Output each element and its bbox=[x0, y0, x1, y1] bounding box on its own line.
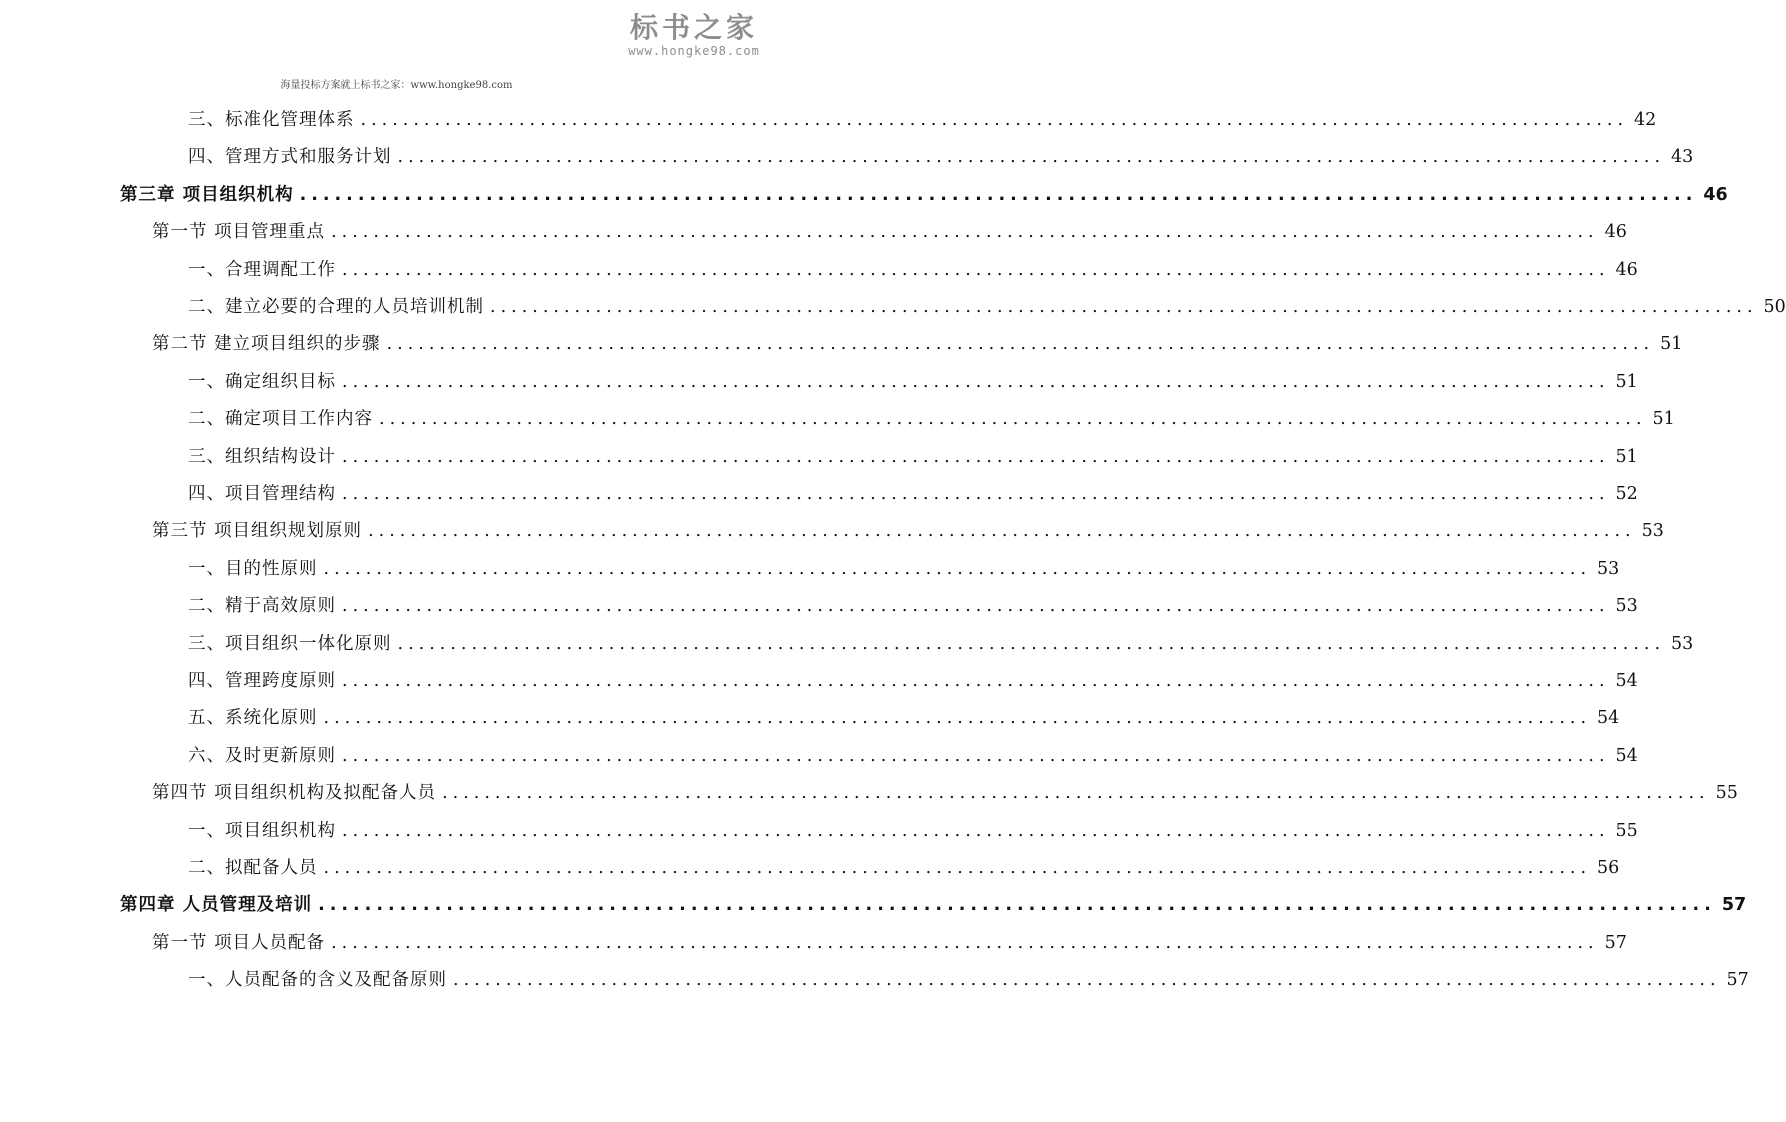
toc-entry-page: 51 bbox=[1660, 334, 1683, 355]
toc-leader-dots: ........................................................................................................................ bbox=[323, 858, 1592, 878]
toc-entry-page: 54 bbox=[1615, 671, 1638, 691]
toc-entry bbox=[188, 480, 1638, 508]
toc-entry-page: 42 bbox=[1634, 110, 1657, 130]
toc-entry bbox=[188, 854, 1620, 882]
toc-entry-title: 第一节 项目管理重点 bbox=[152, 222, 326, 243]
toc-entry-title: 第一节 项目人员配备 bbox=[152, 932, 326, 953]
toc-entry-title: 二、建立必要的合理的人员培训机制 bbox=[188, 297, 484, 317]
toc-entry-page: 51 bbox=[1615, 371, 1638, 392]
toc-entry-page: 46 bbox=[1604, 222, 1627, 243]
toc-entry-title: 三、组织结构设计 bbox=[188, 446, 336, 467]
toc-entry bbox=[188, 368, 1638, 396]
toc-leader-dots: ........................................................................................................................ bbox=[360, 110, 1629, 130]
toc-leader-dots: ........................................................................................................................ bbox=[331, 932, 1599, 953]
toc-entry-page: 54 bbox=[1615, 745, 1638, 766]
toc-entry-page: 52 bbox=[1615, 484, 1638, 504]
toc-entry-page: 57 bbox=[1726, 970, 1749, 991]
toc-entry-page: 53 bbox=[1615, 596, 1638, 617]
toc-entry-title: 第二节 建立项目组织的步骤 bbox=[152, 334, 381, 355]
toc-leader-dots: ........................................................................................................................ bbox=[342, 745, 1610, 766]
toc-leader-dots: ........................................................................................................................ bbox=[299, 184, 1698, 205]
toc-entry-page: 51 bbox=[1652, 409, 1675, 430]
toc-entry bbox=[188, 106, 1657, 134]
toc-entry-title: 第四节 项目组织机构及拟配备人员 bbox=[152, 783, 437, 804]
toc-leader-dots: ........................................................................................................................ bbox=[442, 783, 1710, 804]
toc-entry bbox=[188, 667, 1638, 695]
toc-entry bbox=[188, 704, 1620, 732]
toc-entry-title: 第三节 项目组织规划原则 bbox=[152, 521, 363, 542]
toc-entry-title: 一、确定组织目标 bbox=[188, 371, 336, 392]
logo-title: 标书之家 bbox=[629, 11, 758, 44]
toc-leader-dots: ........................................................................................................................ bbox=[342, 259, 1610, 280]
toc-entry-title: 第四章 人员管理及培训 bbox=[120, 895, 313, 916]
toc-entry-page: 56 bbox=[1597, 858, 1620, 878]
toc-entry-title: 三、项目组织一体化原则 bbox=[188, 633, 392, 654]
toc-entry bbox=[188, 592, 1638, 620]
toc-entry-page: 57 bbox=[1721, 895, 1747, 916]
toc-entry-title: 五、系统化原则 bbox=[188, 708, 318, 729]
header-note: 海量投标方案就上标书之家：www.hongke98.com bbox=[280, 80, 513, 91]
toc-entry-title: 一、项目组织机构 bbox=[188, 820, 336, 841]
toc-entry bbox=[152, 218, 1627, 246]
toc-leader-dots: ........................................................................................................................ bbox=[386, 334, 1655, 355]
toc-entry bbox=[152, 517, 1664, 545]
toc-entry bbox=[188, 256, 1638, 284]
toc-entry-page: 53 bbox=[1597, 558, 1620, 579]
toc-leader-dots: ........................................................................................................................ bbox=[342, 446, 1610, 467]
toc-entry-page: 53 bbox=[1671, 633, 1694, 654]
toc-entry bbox=[152, 929, 1627, 957]
toc-entry-title: 二、精于高效原则 bbox=[188, 596, 336, 617]
toc-entry bbox=[188, 817, 1638, 845]
toc-entry bbox=[188, 143, 1694, 171]
toc-leader-dots: ........................................................................................................................ bbox=[318, 895, 1716, 916]
toc-entry-page: 54 bbox=[1597, 708, 1620, 729]
toc-entry bbox=[152, 779, 1738, 807]
toc-entry-title: 二、拟配备人员 bbox=[188, 858, 318, 878]
toc-leader-dots: ........................................................................................................................ bbox=[368, 521, 1636, 542]
toc-entry bbox=[120, 891, 1747, 919]
toc-entry-title: 二、确定项目工作内容 bbox=[188, 409, 373, 430]
toc-entry-page: 55 bbox=[1715, 783, 1738, 804]
toc-entry-page: 55 bbox=[1615, 820, 1638, 841]
toc-leader-dots: ........................................................................................................................ bbox=[490, 297, 1758, 317]
toc-entry bbox=[152, 330, 1683, 358]
toc-entry-page: 57 bbox=[1604, 932, 1627, 953]
toc-entry bbox=[188, 405, 1675, 433]
toc-entry bbox=[188, 293, 1786, 321]
toc-entry bbox=[188, 966, 1749, 994]
toc-leader-dots: ........................................................................................................................ bbox=[342, 820, 1610, 841]
toc-entry-title: 四、管理跨度原则 bbox=[188, 671, 336, 691]
toc-leader-dots: ........................................................................................................................ bbox=[379, 409, 1647, 430]
toc-entry-page: 46 bbox=[1615, 259, 1638, 280]
toc-entry-title: 一、合理调配工作 bbox=[188, 259, 336, 280]
toc-leader-dots: ........................................................................................................................ bbox=[323, 558, 1592, 579]
toc-leader-dots: ........................................................................................................................ bbox=[397, 147, 1666, 168]
toc-entry-page: 46 bbox=[1703, 184, 1728, 205]
toc-entry-title: 六、及时更新原则 bbox=[188, 745, 336, 766]
toc-entry-title: 四、管理方式和服务计划 bbox=[188, 147, 392, 168]
toc-leader-dots: ........................................................................................................................ bbox=[342, 484, 1610, 504]
toc-entry-title: 三、标准化管理体系 bbox=[188, 110, 355, 130]
toc-entry bbox=[188, 555, 1620, 583]
logo-url: www.hongke98.com bbox=[628, 44, 760, 58]
toc-entry-page: 43 bbox=[1671, 147, 1694, 168]
toc-entry-page: 50 bbox=[1763, 297, 1786, 317]
toc-entry-title: 四、项目管理结构 bbox=[188, 484, 336, 504]
toc-entry bbox=[188, 443, 1638, 471]
toc-entry-title: 第三章 项目组织机构 bbox=[120, 184, 294, 205]
toc-leader-dots: ........................................................................................................................ bbox=[323, 708, 1592, 729]
toc-leader-dots: ........................................................................................................................ bbox=[342, 371, 1610, 392]
toc-leader-dots: ........................................................................................................................ bbox=[342, 671, 1610, 691]
toc-entry-page: 51 bbox=[1615, 446, 1638, 467]
toc-entry-title: 一、目的性原则 bbox=[188, 558, 318, 579]
toc-leader-dots: ........................................................................................................................ bbox=[342, 596, 1610, 617]
site-logo bbox=[609, 12, 779, 58]
toc-leader-dots: ........................................................................................................................ bbox=[453, 970, 1721, 991]
toc-leader-dots: ........................................................................................................................ bbox=[397, 633, 1666, 654]
toc-entry bbox=[188, 630, 1694, 658]
toc-leader-dots: ........................................................................................................................ bbox=[331, 222, 1599, 243]
toc-entry-title: 一、人员配备的含义及配备原则 bbox=[188, 970, 447, 991]
toc-entry bbox=[120, 181, 1728, 209]
toc-entry bbox=[188, 742, 1638, 770]
toc-entry-page: 53 bbox=[1641, 521, 1664, 542]
